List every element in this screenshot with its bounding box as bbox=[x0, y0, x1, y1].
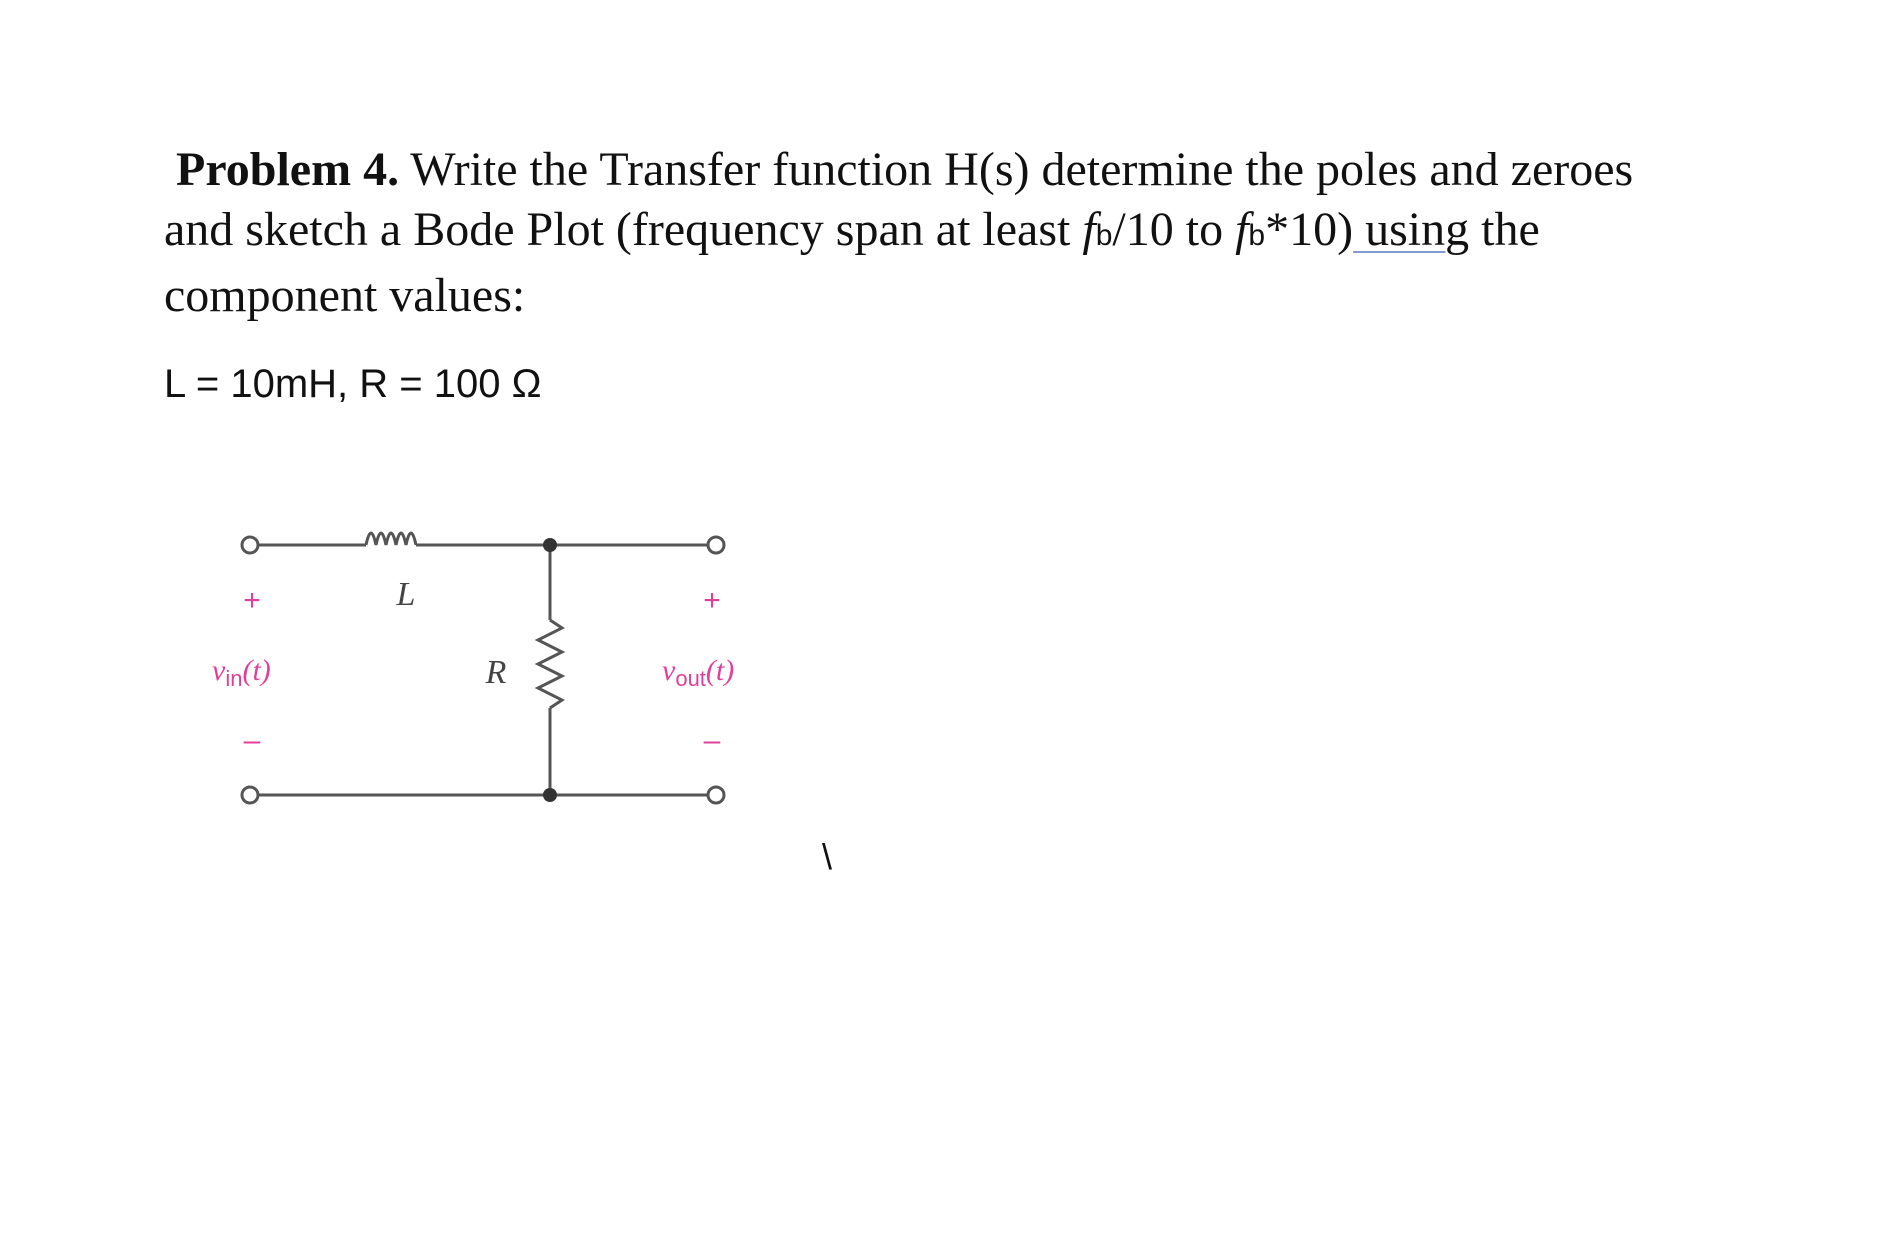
output-terminal-top bbox=[708, 537, 724, 553]
input-terminal-bottom bbox=[242, 787, 258, 803]
vout-plus-sign: + bbox=[703, 584, 721, 617]
frequency-subscript: b bbox=[1095, 219, 1113, 252]
frequency-symbol: f bbox=[1235, 203, 1249, 256]
proofing-underline-word[interactable]: using bbox=[1353, 203, 1470, 256]
problem-label: Problem 4. bbox=[176, 143, 400, 196]
problem-line-2 bbox=[164, 200, 1644, 266]
vout-label bbox=[662, 654, 734, 691]
junction-dot-top bbox=[543, 538, 557, 552]
problem-line-2-end: the bbox=[1469, 203, 1540, 256]
inductor-coil-icon bbox=[366, 533, 416, 545]
problem-line-2-start: and sketch a Bode Plot (frequency span at least bbox=[164, 203, 1083, 256]
junction-dot-bottom bbox=[543, 788, 557, 802]
vout-minus-sign: – bbox=[703, 724, 721, 757]
stray-backslash-mark: \ bbox=[822, 836, 833, 877]
frequency-symbol: f bbox=[1082, 203, 1096, 256]
frequency-subscript: b bbox=[1248, 219, 1266, 252]
component-values: L = 10mH, R = 100 Ω bbox=[164, 362, 542, 406]
problem-statement bbox=[164, 140, 1644, 326]
vin-plus-sign: + bbox=[243, 584, 261, 617]
vout-subscript: out bbox=[675, 666, 706, 691]
vin-minus-sign: – bbox=[243, 724, 261, 757]
resistor-zigzag-icon bbox=[538, 620, 562, 708]
problem-line-2-span-end: *10) bbox=[1265, 203, 1354, 256]
problem-line-1-text: Write the Transfer function H(s) determine the poles and zeroes bbox=[399, 143, 1634, 196]
rl-circuit-diagram bbox=[200, 500, 800, 830]
problem-line-3: component values: bbox=[164, 269, 526, 322]
problem-line-2-mid: /10 to bbox=[1112, 203, 1236, 256]
resistor-label: R bbox=[485, 654, 507, 691]
vout-argument: (t) bbox=[705, 654, 735, 687]
vout-symbol: v bbox=[662, 654, 676, 687]
vin-label bbox=[212, 654, 271, 691]
vin-subscript: in bbox=[225, 666, 243, 691]
vin-argument: (t) bbox=[242, 654, 271, 687]
input-terminal-top bbox=[242, 537, 258, 553]
output-terminal-bottom bbox=[708, 787, 724, 803]
inductor-label: L bbox=[396, 576, 416, 613]
problem-line-1 bbox=[164, 140, 1644, 200]
vin-symbol: v bbox=[212, 654, 226, 687]
